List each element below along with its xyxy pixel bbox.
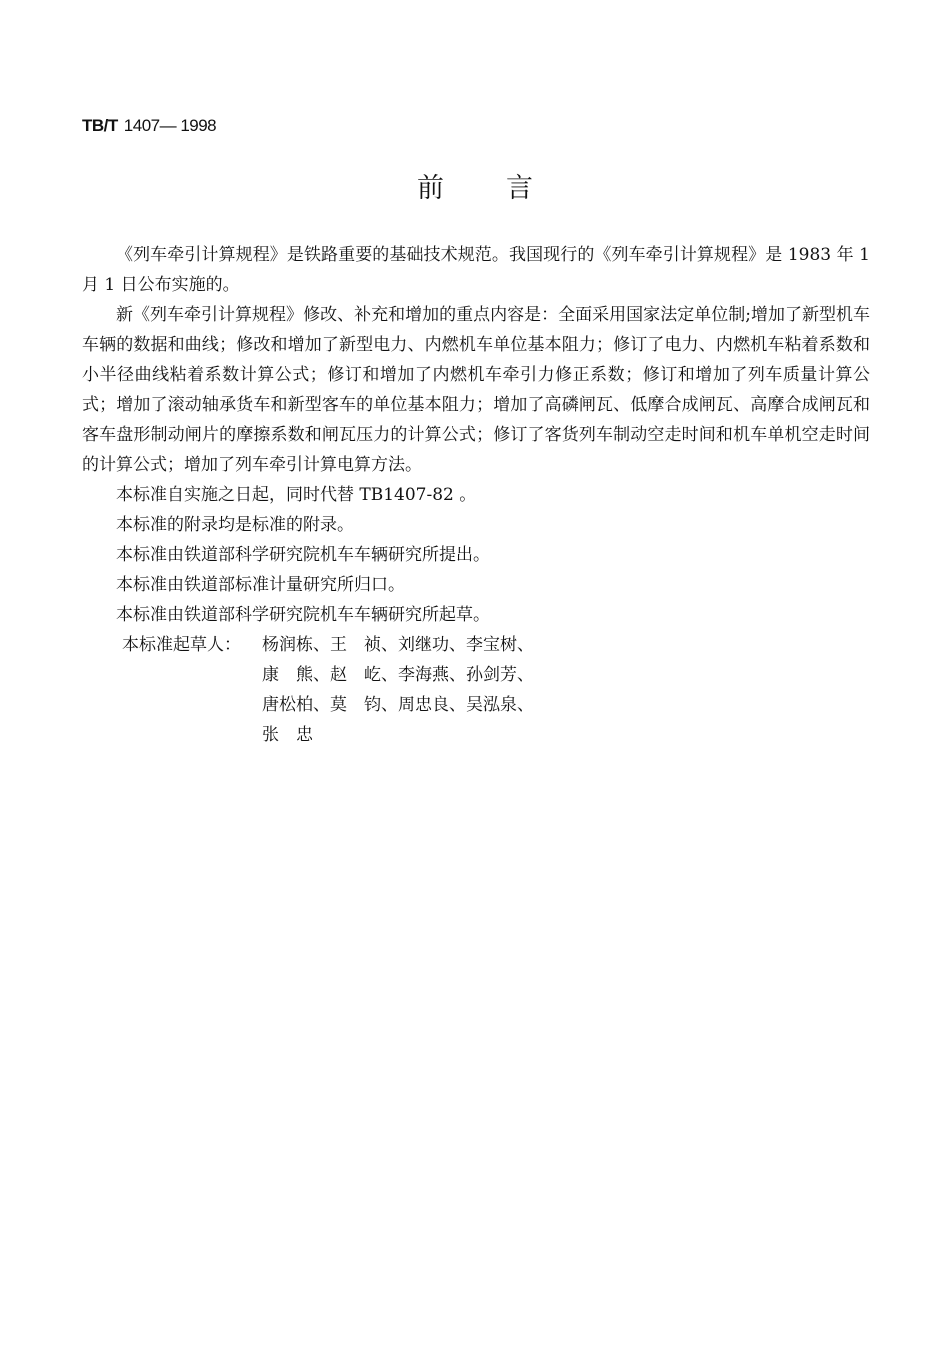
foreword-body	[82, 240, 870, 750]
title-char-2: 言	[506, 173, 533, 204]
standard-code	[82, 116, 216, 136]
drafters-names	[262, 630, 602, 750]
paragraph-managed-by: 本标准由铁道部标准计量研究所归口。	[116, 575, 405, 595]
drafter-line: 张 忠	[262, 725, 313, 745]
page-title	[0, 172, 950, 206]
standard-number: 1407— 1998	[123, 116, 217, 135]
paragraph-proposed-by: 本标准由铁道部科学研究院机车车辆研究所提出。	[116, 545, 490, 565]
paragraph-drafted-by: 本标准由铁道部科学研究院机车车辆研究所起草。	[116, 605, 490, 625]
paragraph-replaces: 本标准自实施之日起，同时代替 TB1407-82 。	[116, 485, 477, 505]
title-char-1: 前	[417, 173, 444, 204]
paragraph-appendix: 本标准的附录均是标准的附录。	[116, 515, 354, 535]
drafter-line: 康 熊、赵 屹、李海燕、孙剑芳、	[262, 665, 534, 685]
paragraph-intro: 《列车牵引计算规程》是铁路重要的基础技术规范。我国现行的《列车牵引计算规程》是 1983 年 1 月 1 日公布实施的。	[82, 245, 870, 295]
drafters-list	[82, 630, 870, 750]
drafters-label: 本标准起草人：	[122, 635, 241, 655]
paragraph-key-changes: 新《列车牵引计算规程》修改、补充和增加的重点内容是：全面采用国家法定单位制;增加了新型机车车辆的数据和曲线；修改和增加了新型电力、内燃机车单位基本阻力；修订了电力、内燃机车粘着系数和小半径曲线粘着系数计算公式；修订和增加了内燃机车牵引力修正系数；修订和增加了列车质量计算公式；增加了滚动轴承货车和新型客车的单位基本阻力；增加了高磷闸瓦、低摩合成闸瓦、高摩合成闸瓦和客车盘形制动闸片的摩擦系数和闸瓦压力的计算公式；修订了客货列车制动空走时间和机车单机空走时间的计算公式；增加了列车牵引计算电算方法。	[82, 305, 870, 475]
standard-prefix: TB/T	[82, 116, 118, 135]
drafter-line: 杨润栋、王 祯、刘继功、李宝树、	[262, 635, 534, 655]
drafter-line: 唐松柏、莫 钧、周忠良、吴泓泉、	[262, 695, 534, 715]
